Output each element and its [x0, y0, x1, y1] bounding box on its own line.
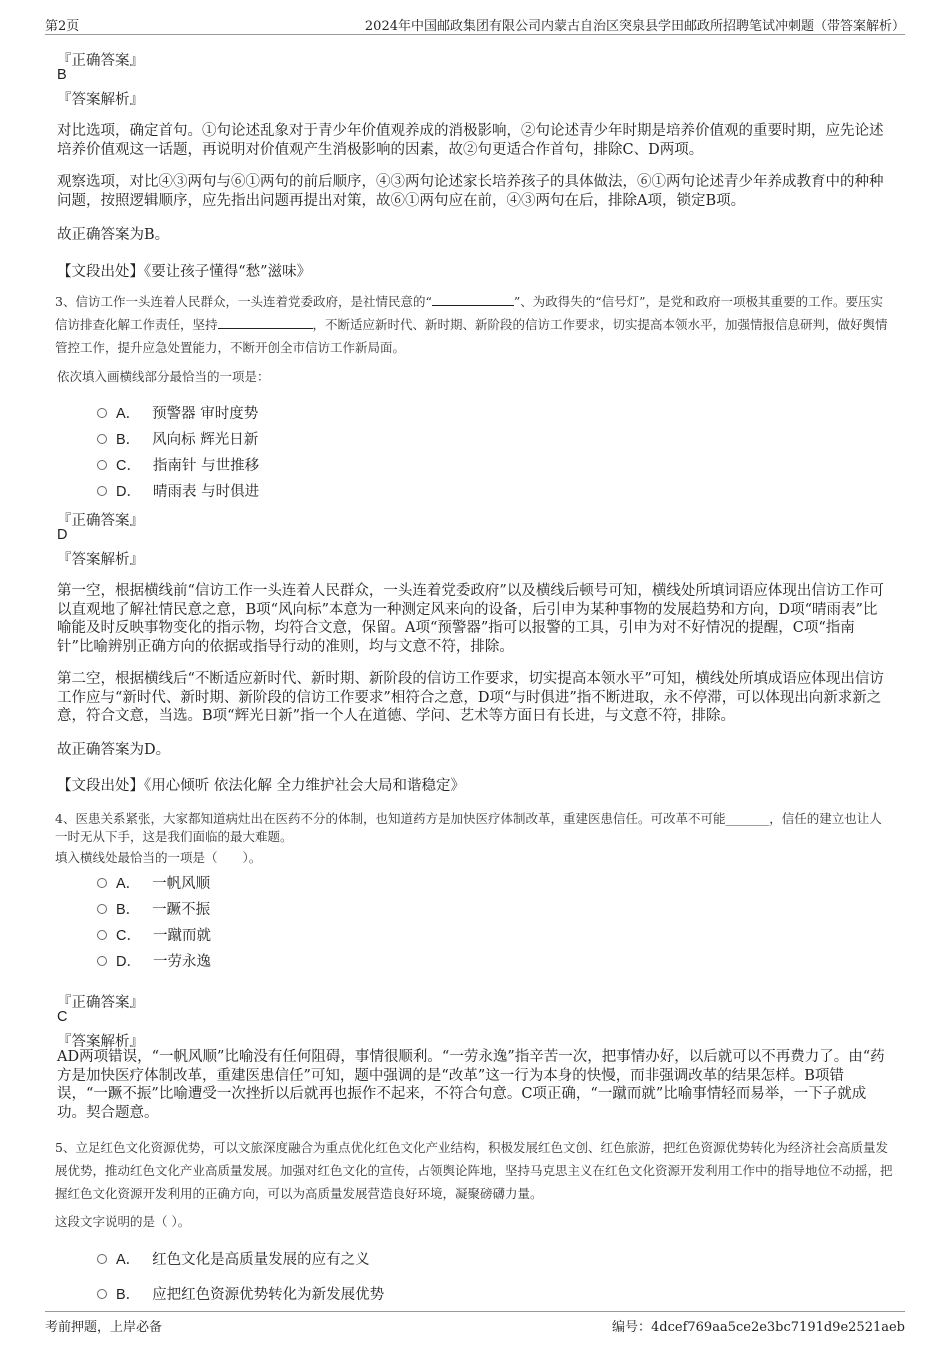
option-c[interactable]: C． 指南针 与世推移 [97, 454, 259, 474]
radio-icon[interactable] [97, 1254, 107, 1264]
question-prompt: 依次填入画横线部分最恰当的一项是： [57, 369, 270, 384]
option-b[interactable]: B． 一蹶不振 [97, 898, 210, 918]
question-prompt: 填入横线处最恰当的一项是（ ）。 [55, 850, 262, 865]
answer-value: B [57, 67, 67, 83]
option-a[interactable]: A． 一帆风顺 [97, 872, 210, 892]
radio-icon[interactable] [97, 878, 107, 888]
question-text: 5、立足红色文化资源优势，可以文旅深度融合为重点优化红色文化产业结构，积极发展红色文创、红色旅游，把红色资源优势转化为经济社会高质量发展优势，推动红色文化产业高质量发展。加强对红色文化的宣传，占领舆论阵地，坚持马克思主义在红色文化资源开发利用工作中的指导地位不动摇，把握红色文化资源开发利用的正确方向，可以为高质量发展营造良好环境，凝聚磅礴力量。 [55, 1140, 893, 1201]
option-a[interactable]: A． 预警器 审时度势 [97, 402, 258, 422]
radio-icon[interactable] [97, 408, 107, 418]
question-text: 4、医患关系紧张，大家都知道病灶出在医药不分的体制，也知道药方是加快医疗体制改革，重建医患信任。可改革不可能_______，信任的建立也让人一时无从下手，这是我们面临的最大难题。 [55, 811, 882, 844]
question-prompt: 这段文字说明的是（ ）。 [55, 1214, 191, 1229]
page-footer [45, 1311, 905, 1335]
radio-icon[interactable] [97, 486, 107, 496]
radio-icon[interactable] [97, 904, 107, 914]
radio-icon[interactable] [97, 1289, 107, 1299]
analysis-label: 『答案解析』 [57, 92, 144, 108]
answer-label: 『正确答案』 [57, 513, 144, 529]
radio-icon[interactable] [97, 930, 107, 940]
option-b[interactable]: B． 风向标 辉光日新 [97, 428, 258, 448]
question-text: 3、信访工作一头连着人民群众，一头连着党委政府，是社情民意的“ ”、为政得失的“信号灯”，是党和政府一项极其重要的工作。要压实信访排查化解工作责任，坚持 ，不断适应新时代、新时期、新阶段的信访工作要求，切实提高本领水平，加强情报信息研判，做好舆情管控工作，提升应急处置能力，不断开创全市信访工作新局面。 [55, 294, 888, 355]
option-a[interactable]: A． 红色文化是高质量发展的应有之义 [97, 1248, 370, 1268]
option-d[interactable]: D． 晴雨表 与时俱进 [97, 480, 259, 500]
analysis-label: 『答案解析』 [57, 1034, 144, 1050]
analysis-label: 『答案解析』 [57, 552, 144, 568]
analysis-paragraph: AD两项错误，“一帆风顺”比喻没有任何阻碍，事情很顺利。“一劳永逸”指辛苦一次，把事情办好，以后就可以不再费力了。由“药方是加快医疗体制改革，重建医患信任”可知，题中强调的是“改革”这一行为本身的快慢，而非强调改革的结果怎样。B项错误，“一蹶不振”比喻遭受一次挫折以后就再也振作不起来，不符合句意。C项正确，“一蹴而就”比喻事情轻而易举，一下子就成功。契合题意。 [57, 1049, 885, 1121]
page-number: 第2页 [45, 19, 80, 34]
analysis-paragraph: 对比选项，确定首句。①句论述乱象对于青少年价值观养成的消极影响，②句论述青少年时期是培养价值观的重要时期，应先论述培养价值观这一话题，再说明对价值观产生消极影响的因素，故②句更适合作首句，排除C、D两项。 [57, 123, 884, 158]
answer-label: 『正确答案』 [57, 53, 144, 69]
answer-value: D [57, 527, 68, 543]
answer-label: 『正确答案』 [57, 995, 144, 1011]
document-id: 编号：4dcef769aa5ce2e3bc7191d9e2521aeb [612, 1320, 905, 1335]
analysis-paragraph: 观察选项，对比④③两句与⑥①两句的前后顺序，④③两句论述家长培养孩子的具体做法，⑥①两句论述青少年养成教育中的种种问题，按照逻辑顺序，应先指出问题再提出对策，故⑥①两句应在前，④③两句在后，排除A项，锁定B项。 [57, 174, 884, 209]
radio-icon[interactable] [97, 956, 107, 966]
option-d[interactable]: D． 一劳永逸 [97, 950, 211, 970]
analysis-conclusion: 故正确答案为D。 [57, 742, 171, 758]
page-header [45, 14, 905, 35]
radio-icon[interactable] [97, 434, 107, 444]
fill-blank [432, 293, 514, 306]
source-citation: 【文段出处】《要让孩子懂得“愁”滋味》 [57, 264, 312, 280]
answer-value: C [57, 1009, 68, 1025]
analysis-paragraph: 第二空，根据横线后“不断适应新时代、新时期、新阶段的信访工作要求，切实提高本领水平”可知，横线处所填成语应体现出信访工作应与“新时代、新时期、新阶段的信访工作要求”相符合之意，D项“与时俱进”指不断进取，永不停滞，可以体现出向新求新之意，符合文意，当选。B项“辉光日新”指一个人在道德、学问、艺术等方面日有长进，与文意不符，排除。 [57, 671, 884, 724]
source-citation: 【文段出处】《用心倾听 依法化解 全力维护社会大局和谐稳定》 [57, 778, 465, 794]
footer-slogan: 考前押题，上岸必备 [45, 1320, 163, 1335]
option-c[interactable]: C． 一蹴而就 [97, 924, 211, 944]
radio-icon[interactable] [97, 460, 107, 470]
analysis-paragraph: 第一空，根据横线前“信访工作一头连着人民群众，一头连着党委政府”以及横线后顿号可知，横线处所填词语应体现出信访工作可以直观地了解社情民意之意，B项“风向标”本意为一种测定风来向的设备，后引申为某种事物的发展趋势和方向，D项“晴雨表”比喻能及时反映事物变化的指示物，均符合文意，保留。A项“预警器”指可以报警的工具，引申为对不好情况的提醒，C项“指南针”比喻辨别正确方向的依据或指导行动的准则，均与文意不符，排除。 [57, 583, 884, 655]
fill-blank [218, 316, 313, 329]
document-title: 2024年中国邮政集团有限公司内蒙古自治区突泉县学田邮政所招聘笔试冲刺题（带答案解析） [364, 19, 905, 34]
analysis-conclusion: 故正确答案为B。 [57, 227, 170, 243]
option-b[interactable]: B． 应把红色资源优势转化为新发展优势 [97, 1283, 384, 1303]
